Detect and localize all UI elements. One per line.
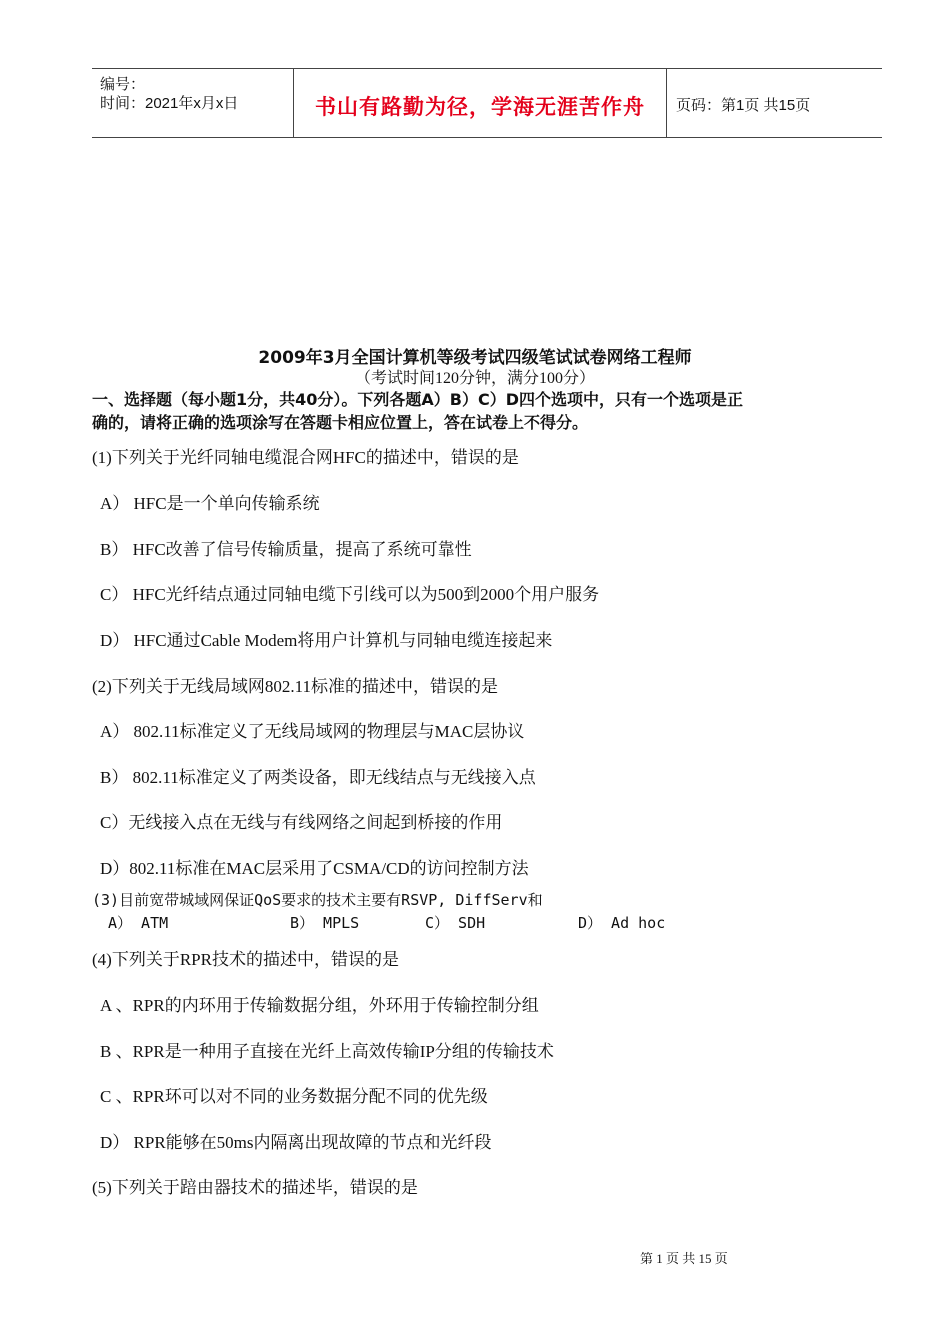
question-1-option-a: A） HFC是一个单向传输系统: [100, 494, 320, 513]
question-4-option-d: D） RPR能够在50ms内隔离出现故障的节点和光纤段: [100, 1133, 492, 1152]
section-instructions-line1: 一、选择题（每小题1分，共40分）。下列各题A）B）C）D四个选项中，只有一个选项是正: [92, 390, 744, 409]
question-3-stem: (3)目前宽带城域网保证QoS要求的技术主要有RSVP, DiffServ和: [92, 891, 543, 909]
question-4-option-b: B 、RPR是一种用子直接在光纤上高效传输IP分组的传输技术: [100, 1042, 554, 1061]
question-1-option-c: C） HFC光纤结点通过同轴电缆下引线可以为500到2000个用户服务: [100, 585, 600, 604]
exam-title: 2009年3月全国计算机等级考试四级笔试试卷网络工程师: [258, 348, 692, 368]
page-footer: 第 1 页 共 15 页: [640, 1251, 728, 1266]
question-4-option-a: A 、RPR的内环用于传输数据分组，外环用于传输控制分组: [100, 996, 539, 1015]
question-3-option-a: A） ATM: [108, 914, 169, 932]
question-4-option-c: C 、RPR环可以对不同的业务数据分配不同的优先级: [100, 1087, 488, 1106]
number-label: 编号：: [100, 76, 146, 93]
time-label: 时间：2021年x月x日: [100, 95, 239, 112]
question-4-stem: (4)下列关于RPR技术的描述中，错误的是: [92, 950, 399, 969]
header-left-cell: [92, 69, 292, 137]
question-1-stem: (1)下列关于光纤同轴电缆混合网HFC的描述中，错误的是: [92, 448, 519, 467]
header-right-cell: [666, 69, 882, 137]
question-2-option-d: D）802.11标准在MAC层采用了CSMA/CD的访问控制方法: [100, 859, 529, 878]
page-info: 页码：第1页 共15页: [676, 97, 811, 114]
question-3-option-d: D） Ad hoc: [578, 914, 666, 932]
question-2-stem: (2)下列关于无线局域网802.11标准的描述中，错误的是: [92, 677, 498, 696]
header-motto-cell: [293, 69, 667, 137]
question-1-option-d: D） HFC通过Cable Modem将用户计算机与同轴电缆连接起来: [100, 631, 553, 650]
question-2-option-c: C）无线接入点在无线与有线网络之间起到桥接的作用: [100, 813, 503, 832]
question-2-option-a: A） 802.11标准定义了无线局域网的物理层与MAC层协议: [100, 722, 525, 741]
motto: 书山有路勤为径，学海无涯苦作舟: [315, 95, 645, 119]
question-3-option-c: C） SDH: [425, 914, 486, 932]
question-5-stem: (5)下列关于踣由器技术的描述毕，错误的是: [92, 1178, 418, 1197]
exam-subtitle: （考试时间120分钟，满分100分）: [354, 370, 595, 387]
header-table: [92, 68, 882, 138]
question-3-option-b: B） MPLS: [290, 914, 360, 932]
section-instructions-line2: 确的，请将正确的选项涂写在答题卡相应位置上，答在试卷上不得分。: [92, 413, 589, 432]
question-1-option-b: B） HFC改善了信号传输质量，提高了系统可靠性: [100, 540, 472, 559]
question-2-option-b: B） 802.11标准定义了两类设备，即无线结点与无线接入点: [100, 768, 536, 787]
